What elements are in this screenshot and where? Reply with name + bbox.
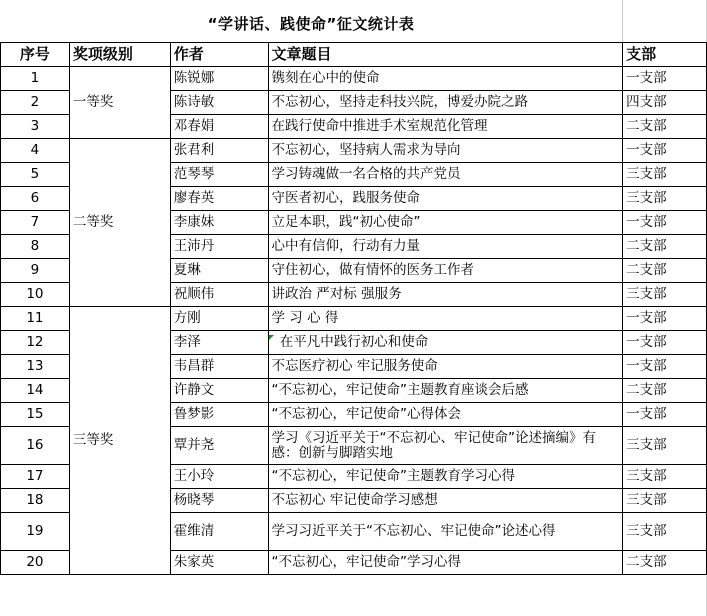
table-row	[1, 67, 707, 91]
cell-branch[interactable]: 二支部	[623, 551, 707, 575]
cell-no[interactable]: 4	[1, 139, 70, 163]
header-no[interactable]: 序号	[1, 43, 70, 67]
comment-indicator-icon	[269, 335, 274, 340]
cell-no[interactable]: 11	[1, 307, 70, 331]
cell-author[interactable]: 覃并尧	[170, 427, 268, 465]
cell-branch[interactable]: 三支部	[623, 187, 707, 211]
cell-no[interactable]: 5	[1, 163, 70, 187]
cell-branch[interactable]: 一支部	[623, 139, 707, 163]
cell-no[interactable]: 16	[1, 427, 70, 465]
grid-line	[622, 0, 623, 42]
cell-branch[interactable]: 一支部	[623, 355, 707, 379]
cell-article[interactable]: 不忘医疗初心 牢记服务使命	[268, 355, 623, 379]
cell-branch[interactable]: 三支部	[623, 427, 707, 465]
cell-author[interactable]: 许静文	[170, 379, 268, 403]
cell-author[interactable]: 邓春娟	[170, 115, 268, 139]
cell-author[interactable]: 陈锐娜	[170, 67, 268, 91]
cell-author[interactable]: 王沛丹	[170, 235, 268, 259]
cell-author[interactable]: 范琴琴	[170, 163, 268, 187]
cell-no[interactable]: 7	[1, 211, 70, 235]
cell-author[interactable]: 廖春英	[170, 187, 268, 211]
cell-award-third[interactable]: 三等奖	[69, 307, 170, 575]
cell-author[interactable]: 李康妹	[170, 211, 268, 235]
cell-article[interactable]: 学习《习近平关于“不忘初心、牢记使命”论述摘编》有感：创新与脚踏实地	[268, 427, 623, 465]
cell-article[interactable]: 不忘初心，坚持走科技兴院，博爱办院之路	[268, 91, 623, 115]
cell-no[interactable]: 10	[1, 283, 70, 307]
cell-article[interactable]: 守医者初心，践服务使命	[268, 187, 623, 211]
cell-branch[interactable]: 一支部	[623, 307, 707, 331]
cell-author[interactable]: 杨晓琴	[170, 489, 268, 513]
cell-author[interactable]: 方刚	[170, 307, 268, 331]
cell-branch[interactable]: 三支部	[623, 513, 707, 551]
cell-no[interactable]: 3	[1, 115, 70, 139]
cell-author[interactable]: 王小玲	[170, 465, 268, 489]
cell-article[interactable]: 守住初心，做有情怀的医务工作者	[268, 259, 623, 283]
cell-author[interactable]: 李泽	[170, 331, 268, 355]
essay-statistics-table	[0, 42, 707, 575]
cell-article[interactable]	[268, 331, 623, 355]
cell-no[interactable]: 17	[1, 465, 70, 489]
cell-award-first[interactable]: 一等奖	[69, 67, 170, 139]
cell-article[interactable]: 不忘初心 牢记使命学习感想	[268, 489, 623, 513]
cell-no[interactable]: 20	[1, 551, 70, 575]
header-award[interactable]: 奖项级别	[69, 43, 170, 67]
cell-article[interactable]: 立足本职，践“初心使命”	[268, 211, 623, 235]
cell-author[interactable]: 韦昌群	[170, 355, 268, 379]
cell-article[interactable]: 学 习 心 得	[268, 307, 623, 331]
cell-author[interactable]: 张君利	[170, 139, 268, 163]
cell-no[interactable]: 18	[1, 489, 70, 513]
cell-no[interactable]: 13	[1, 355, 70, 379]
cell-author[interactable]: 祝顺伟	[170, 283, 268, 307]
cell-branch[interactable]: 四支部	[623, 91, 707, 115]
table-title: “学讲话、践使命”征文统计表	[207, 15, 415, 33]
cell-no[interactable]: 19	[1, 513, 70, 551]
cell-article[interactable]: “不忘初心，牢记使命”主题教育座谈会后感	[268, 379, 623, 403]
cell-author[interactable]: 霍维清	[170, 513, 268, 551]
cell-article[interactable]: 在践行使命中推进手术室规范化管理	[268, 115, 623, 139]
cell-article[interactable]: “不忘初心，牢记使命”心得体会	[268, 403, 623, 427]
cell-branch[interactable]: 三支部	[623, 163, 707, 187]
cell-no[interactable]: 15	[1, 403, 70, 427]
cell-branch[interactable]: 三支部	[623, 283, 707, 307]
cell-no[interactable]: 8	[1, 235, 70, 259]
header-article[interactable]: 文章题目	[268, 43, 623, 67]
cell-branch[interactable]: 二支部	[623, 235, 707, 259]
cell-author[interactable]: 朱家英	[170, 551, 268, 575]
cell-branch[interactable]: 一支部	[623, 211, 707, 235]
cell-no[interactable]: 2	[1, 91, 70, 115]
cell-article[interactable]: 讲政治 严对标 强服务	[268, 283, 623, 307]
cell-branch[interactable]: 一支部	[623, 67, 707, 91]
cell-award-second[interactable]: 二等奖	[69, 139, 170, 307]
cell-author[interactable]: 陈诗敏	[170, 91, 268, 115]
table-row	[1, 139, 707, 163]
cell-branch[interactable]: 一支部	[623, 403, 707, 427]
cell-article[interactable]: “不忘初心，牢记使命”学习心得	[268, 551, 623, 575]
cell-article-text: 在平凡中践行初心和使命	[275, 334, 429, 350]
cell-article[interactable]: 镌刻在心中的使命	[268, 67, 623, 91]
cell-branch[interactable]: 三支部	[623, 465, 707, 489]
cell-author[interactable]: 夏琳	[170, 259, 268, 283]
header-branch[interactable]: 支部	[623, 43, 707, 67]
cell-no[interactable]: 1	[1, 67, 70, 91]
header-author[interactable]: 作者	[170, 43, 268, 67]
table-row	[1, 307, 707, 331]
cell-article[interactable]: 不忘初心，坚持病人需求为导向	[268, 139, 623, 163]
cell-article[interactable]: 心中有信仰，行动有力量	[268, 235, 623, 259]
cell-branch[interactable]: 一支部	[623, 331, 707, 355]
cell-branch[interactable]: 三支部	[623, 489, 707, 513]
cell-no[interactable]: 9	[1, 259, 70, 283]
cell-branch[interactable]: 二支部	[623, 379, 707, 403]
cell-article[interactable]: “不忘初心，牢记使命”主题教育学习心得	[268, 465, 623, 489]
cell-no[interactable]: 12	[1, 331, 70, 355]
header-row	[1, 43, 707, 67]
cell-article[interactable]: 学习铸魂做一名合格的共产党员	[268, 163, 623, 187]
cell-no[interactable]: 14	[1, 379, 70, 403]
cell-no[interactable]: 6	[1, 187, 70, 211]
cell-author[interactable]: 鲁梦影	[170, 403, 268, 427]
cell-article[interactable]: 学习习近平关于“不忘初心、牢记使命”论述心得	[268, 513, 623, 551]
cell-branch[interactable]: 二支部	[623, 115, 707, 139]
cell-branch[interactable]: 二支部	[623, 259, 707, 283]
